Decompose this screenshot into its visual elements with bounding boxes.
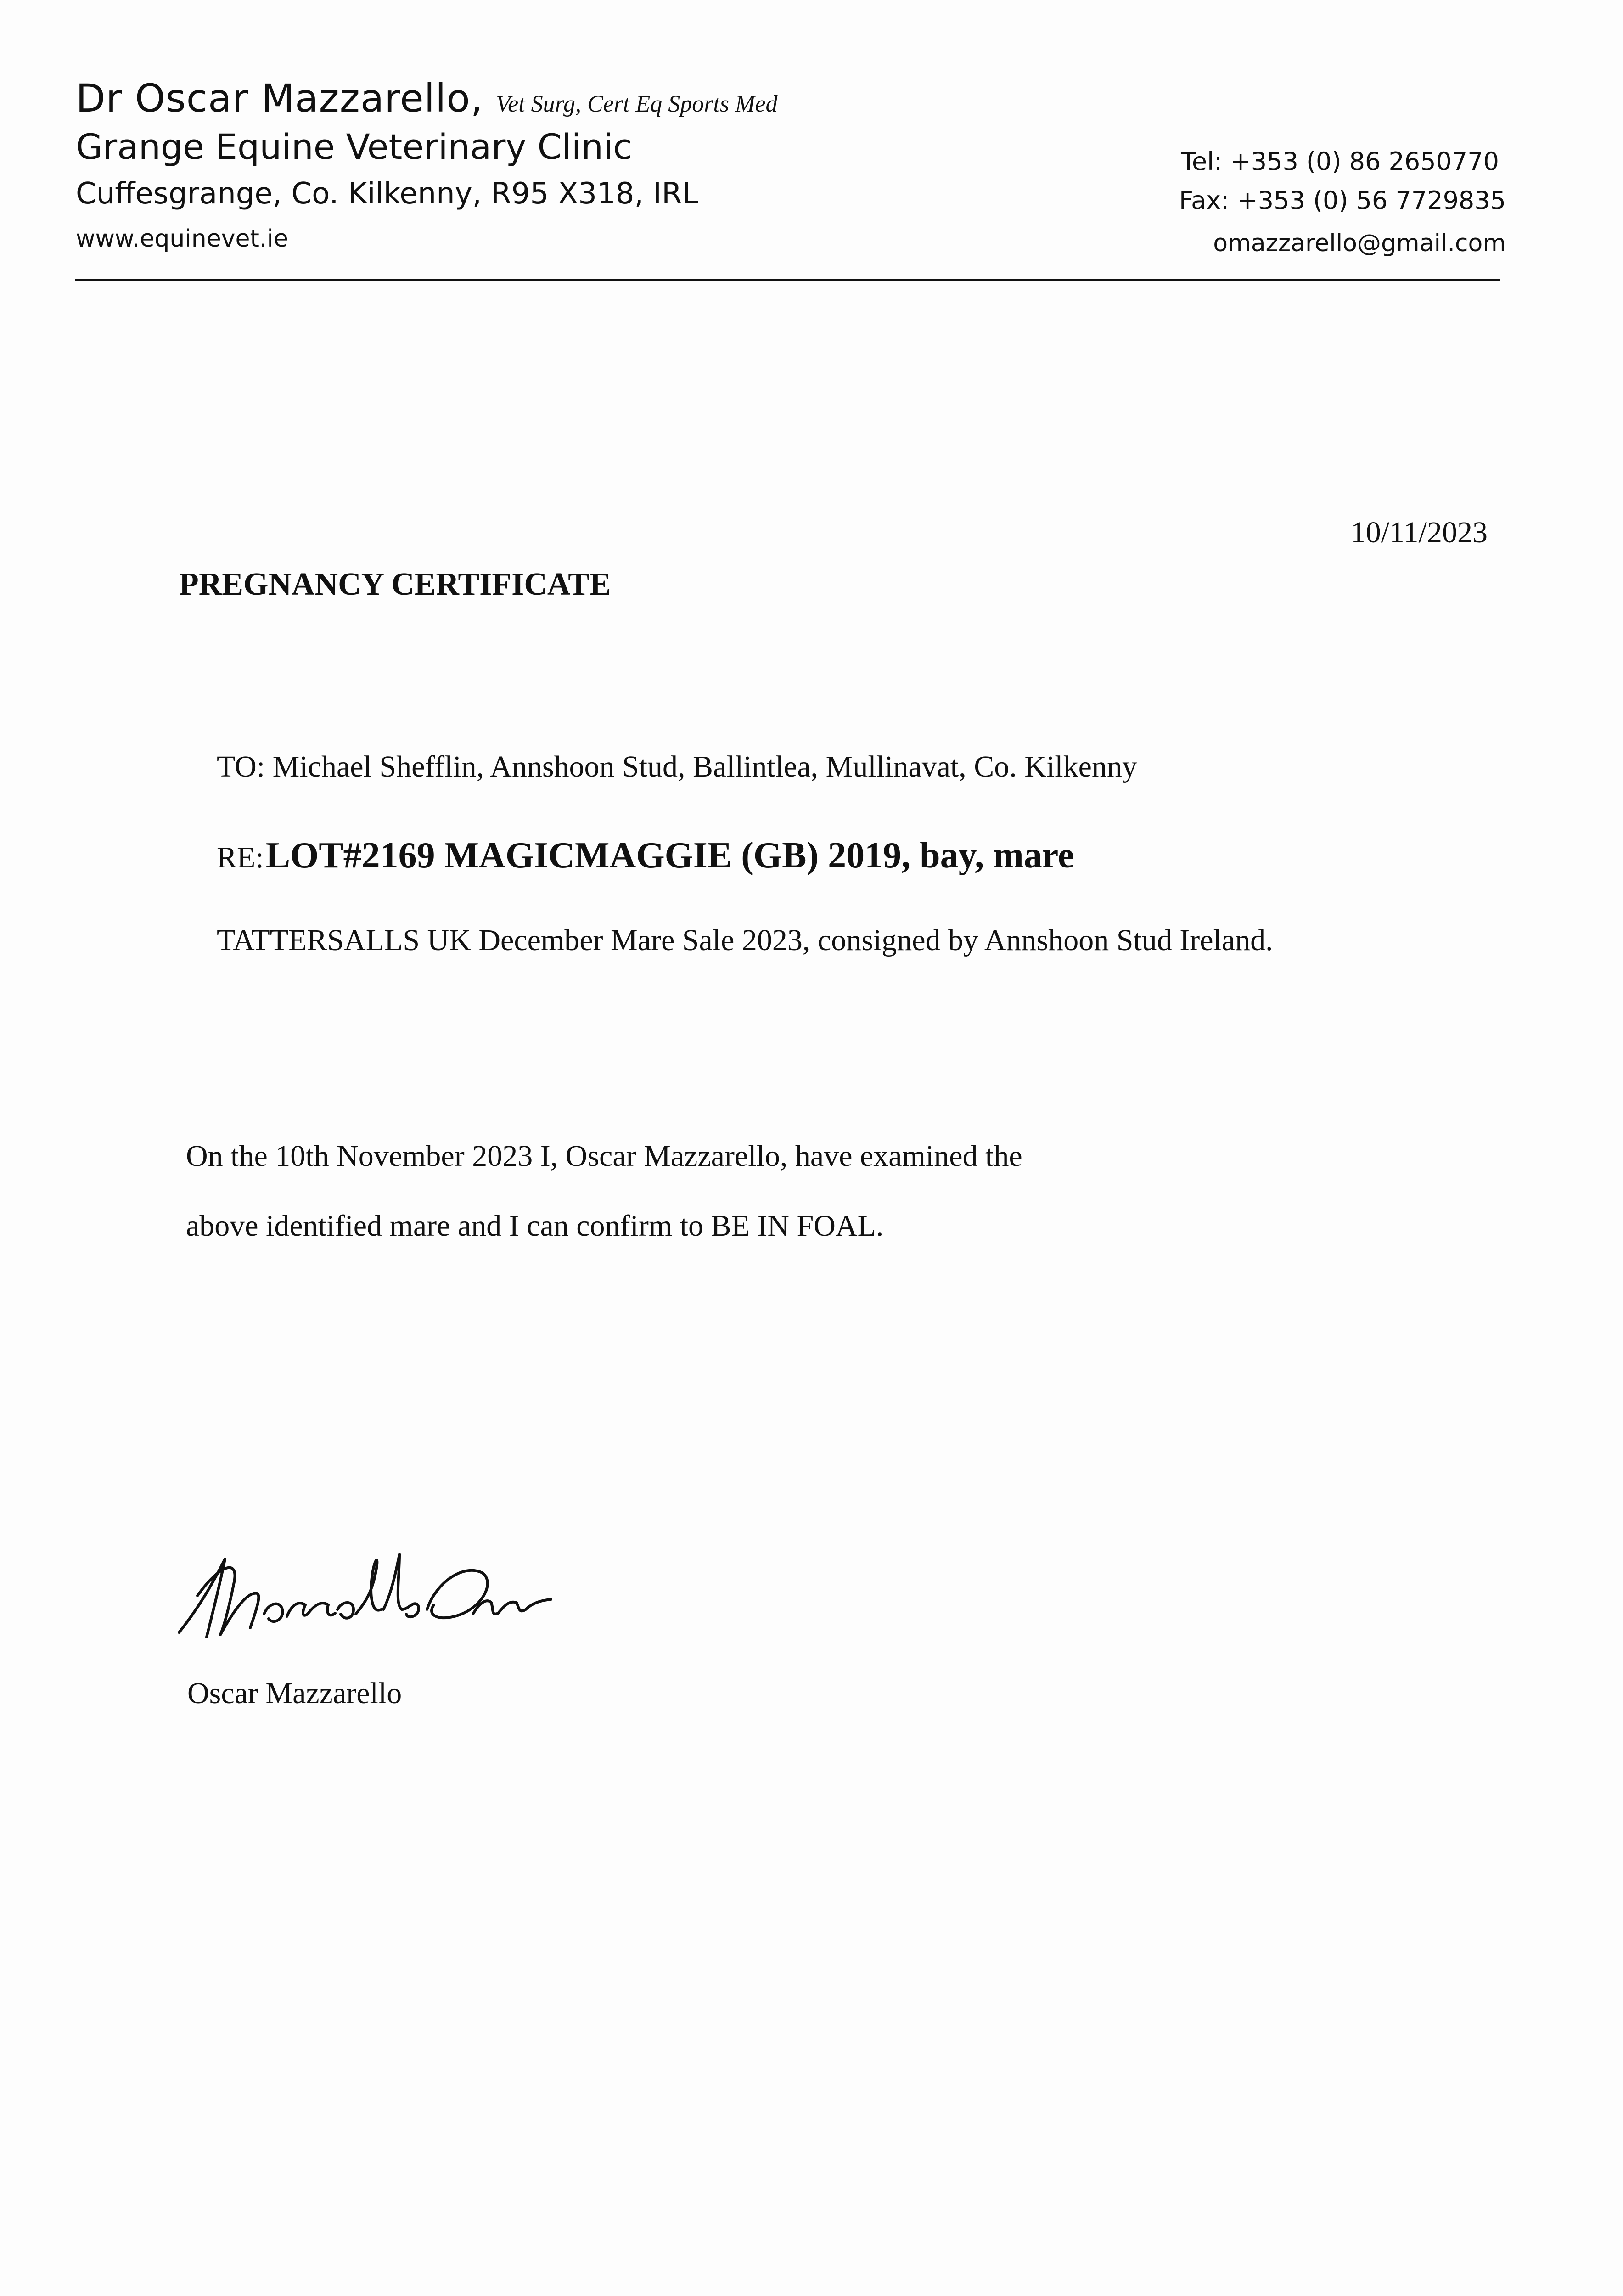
reference-prefix: RE: (217, 841, 264, 874)
recipient-line: TO: Michael Shefflin, Annshoon Stud, Ballintlea, Mullinavat, Co. Kilkenny (217, 750, 1137, 783)
document-date: 10/11/2023 (1350, 516, 1488, 549)
clinic-address: Cuffesgrange, Co. Kilkenny, R95 X318, IRL (76, 177, 699, 211)
vet-qualifications: Vet Surg, Cert Eq Sports Med (496, 91, 778, 117)
clinic-website: www.equinevet.ie (76, 225, 288, 253)
signer-name: Oscar Mazzarello (187, 1677, 402, 1710)
reference-line (217, 835, 1074, 877)
letterhead-name: Dr Oscar Mazzarello, Vet Surg, Cert Eq Sports Med (76, 76, 778, 121)
clinic-telephone: Tel: +353 (0) 86 2650770 (1181, 147, 1499, 176)
clinic-fax: Fax: +353 (0) 56 7729835 (1179, 186, 1506, 215)
reference-details: LOT#2169 MAGICMAGGIE (GB) 2019, bay, mare (265, 835, 1074, 876)
clinic-name: Grange Equine Veterinary Clinic (76, 126, 632, 167)
handwritten-signature (170, 1541, 560, 1651)
clinic-email: omazzarello@gmail.com (1213, 230, 1506, 257)
sale-line: TATTERSALLS UK December Mare Sale 2023, consigned by Annshoon Stud Ireland. (217, 923, 1273, 957)
statement-line-1: On the 10th November 2023 I, Oscar Mazzarello, have examined the (186, 1139, 1022, 1173)
statement-line-2: above identified mare and I can confirm to BE IN FOAL. (186, 1209, 884, 1243)
document-title: PREGNANCY CERTIFICATE (179, 567, 611, 602)
vet-name: Dr Oscar Mazzarello (76, 76, 471, 121)
letterhead-divider (75, 279, 1500, 281)
